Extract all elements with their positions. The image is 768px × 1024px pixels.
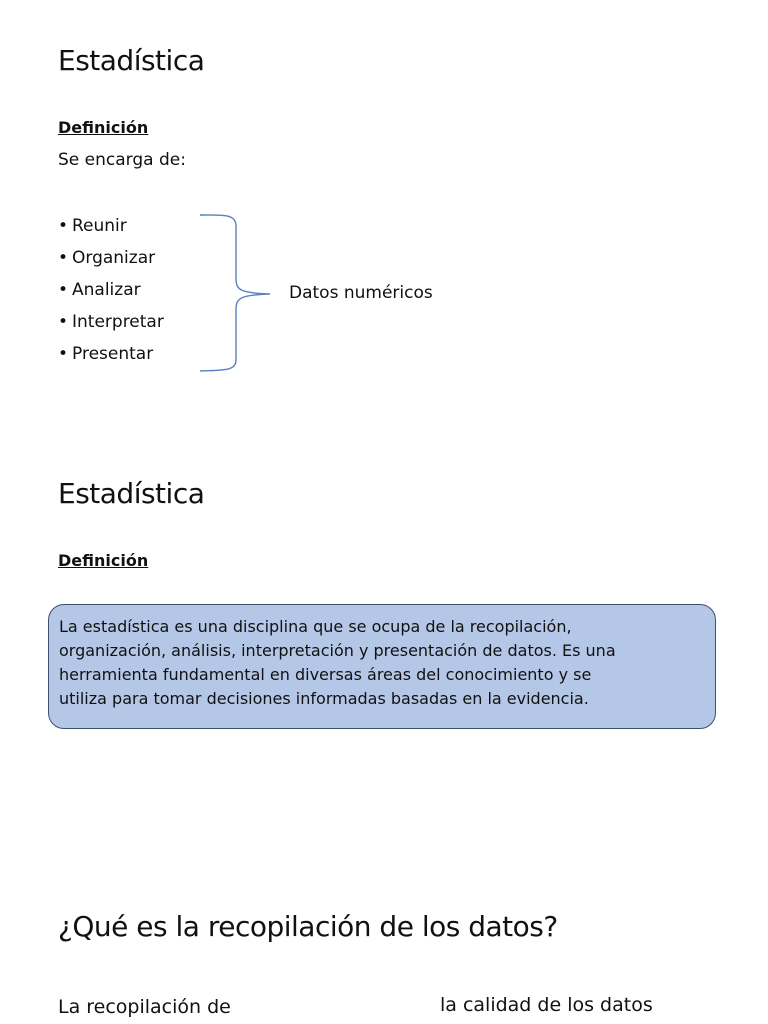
bullet-icon: • <box>58 344 69 364</box>
left-column-text: La recopilación de <box>58 996 231 1018</box>
definition-label: Definición <box>58 551 149 570</box>
intro-text: Se encarga de: <box>58 150 186 170</box>
brace-label: Datos numéricos <box>289 283 433 303</box>
bullet-icon: • <box>58 248 69 268</box>
definition-line: organización, análisis, interpretación y presentación de datos. Es una <box>59 641 616 660</box>
definition-label: Definición <box>58 118 149 137</box>
definition-line: utiliza para tomar decisiones informadas basadas en la evidencia. <box>59 689 589 708</box>
slide-title: Estadística <box>58 44 205 77</box>
slide-title: Estadística <box>58 477 205 510</box>
bullet-icon: • <box>58 280 69 300</box>
bullet-icon: • <box>58 312 69 332</box>
list-item: • Organizar <box>58 245 164 277</box>
definition-line: La estadística es una disciplina que se ocupa de la recopilación, <box>59 617 572 636</box>
list-item: • Reunir <box>58 213 164 245</box>
list-item: • Interpretar <box>58 309 164 341</box>
list-item: • Analizar <box>58 277 164 309</box>
bullet-list <box>58 213 164 373</box>
definition-line: herramienta fundamental en diversas áreas del conocimiento y se <box>59 665 592 684</box>
list-item: • Presentar <box>58 341 164 373</box>
definition-box <box>48 604 716 729</box>
slide-title: ¿Qué es la recopilación de los datos? <box>58 910 558 943</box>
right-column-text: la calidad de los datos <box>440 994 653 1016</box>
bullet-icon: • <box>58 216 69 236</box>
curly-brace-icon <box>196 210 276 376</box>
